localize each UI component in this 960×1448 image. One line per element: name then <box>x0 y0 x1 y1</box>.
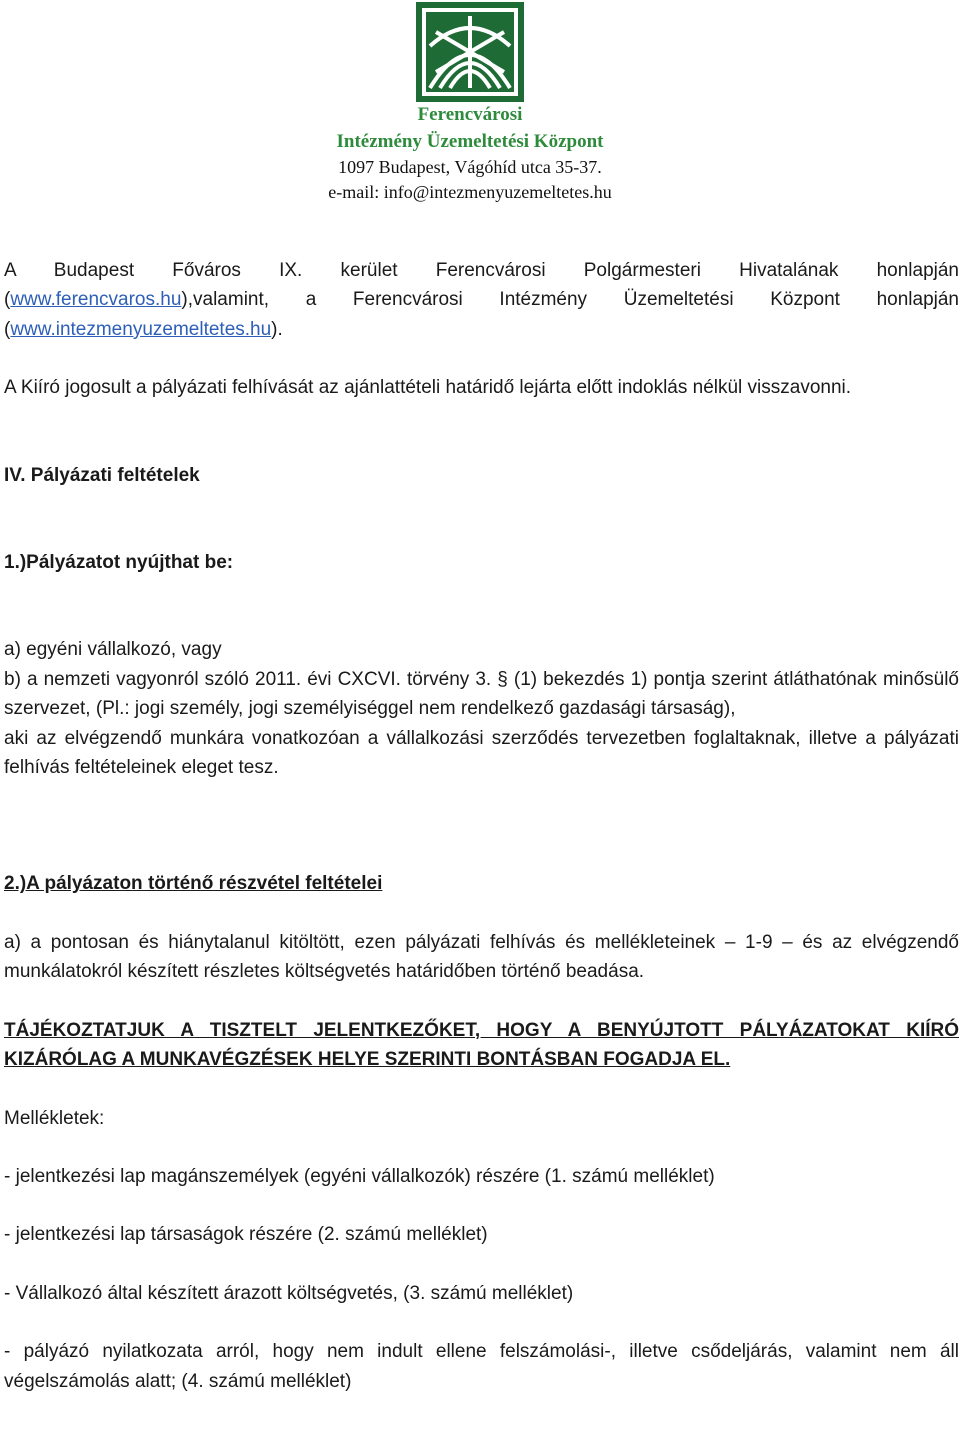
attachments-title: Mellékletek: <box>4 1107 105 1129</box>
intro-line2: ,valamint, a Ferencvárosi Intézmény Üzemeltetési Központ honlapján <box>187 289 959 311</box>
intro-paragraph: A Budapest Főváros IX. kerület Ferencvárosi Polgármesteri Hivatalának honlapján (www.ferencvaros.hu),valamint, a Ferencvárosi Intézmény Üzemeltetési Központ honlapján (www.intezmenyuzemeltetes.hu). <box>4 260 959 340</box>
organization-logo <box>416 2 524 102</box>
withdraw-paragraph: A Kiíró jogosult a pályázati felhívását az ajánlattételi határidő lejárta előtt indoklás nélkül visszavonni. <box>4 377 852 399</box>
sub1-item-c: aki az elvégzendő munkára vonatkozóan a vállalkozási szerződés tervezetben foglaltaknak, illetve a pályázati felhívás feltételeinek eleget tesz. <box>4 727 959 779</box>
notice-text: TÁJÉKOZTATJUK A TISZTELT JELENTKEZŐKET, HOGY A BENYÚJTOTT PÁLYÁZATOKAT KIÍRÓ KIZÁRÓLAG A MUNKAVÉGZÉSEK HELYE SZERINTI BONTÁSBAN FOGADJA EL. <box>4 1019 959 1071</box>
sub1-item-b: b) a nemzeti vagyonról szóló 2011. évi CXCVI. törvény 3. § (1) bekezdés 1) pontja szerint átláthatónak minősülő szervezet, (Pl.: jogi személy, jogi személyiséggel nem rendelkező gazdasági társaság), <box>4 668 959 720</box>
document-body <box>4 256 959 1396</box>
attachment-item: - jelentkezési lap társaságok részére (2. számú melléklet) <box>4 1224 488 1246</box>
attachment-item: - pályázó nyilatkozata arról, hogy nem indult ellene felszámolási-, illetve csődeljárás, valamint nem áll végelszámolás alatt; (4. számú melléklet) <box>4 1341 959 1392</box>
attachment-item: - Vállalkozó által készített árazott költségvetés, (3. számú melléklet) <box>4 1282 574 1304</box>
section4-title: IV. Pályázati feltételek <box>4 464 200 486</box>
attachment-item: - jelentkezési lap magánszemélyek (egyéni vállalkozók) részére (1. számú melléklet) <box>4 1165 715 1187</box>
sub1-title: 1.)Pályázatot nyújthat be: <box>4 552 234 574</box>
org-email: e-mail: info@intezmenyuzemeltetes.hu <box>328 182 612 202</box>
org-address: 1097 Budapest, Vágóhíd utca 35-37. <box>338 157 602 177</box>
org-name-line1: Ferencvárosi <box>417 104 523 125</box>
org-name-line2: Intézmény Üzemeltetési Központ <box>336 131 604 152</box>
ferencvaros-link[interactable]: www.ferencvaros.hu <box>10 289 182 311</box>
intro-tail: ). <box>271 318 283 340</box>
intezmeny-link[interactable]: www.intezmenyuzemeltetes.hu <box>10 318 272 340</box>
sub2-title: 2.)A pályázaton történő részvétel feltételei <box>4 873 383 895</box>
intro-line1: A Budapest Főváros IX. kerület Ferencvárosi Polgármesteri Hivatalának honlapján <box>4 260 959 281</box>
sub2-item-a: a) a pontosan és hiánytalanul kitöltött, ezen pályázati felhívás és mellékleteinek – 1-9 – és az elvégzendő munkálatokról készített részletes költségvetés határidőben történő beadása. <box>4 931 959 983</box>
sub1-item-a: a) egyéni vállalkozó, vagy <box>4 639 222 661</box>
